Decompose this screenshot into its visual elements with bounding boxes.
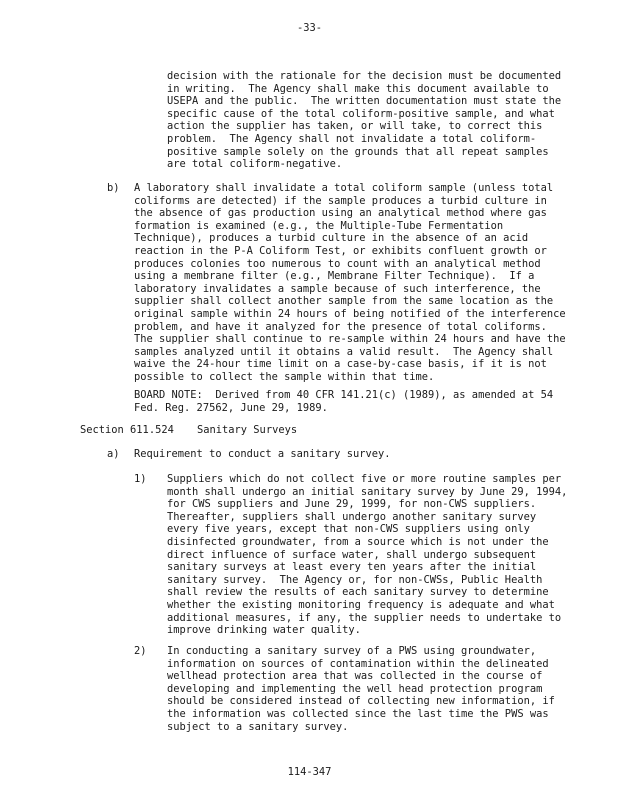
page-number: -33- [296, 22, 323, 34]
text-line: original sample within 24 hours of being notified of the interference [134, 307, 566, 320]
text-line: additional measures, if any, the supplier needs to undertake to [167, 611, 562, 624]
section-title: Sanitary Surveys [197, 424, 298, 436]
subsection-a-label: a) [107, 448, 120, 460]
text-line: the information was collected since the last time the PWS was [167, 707, 549, 720]
text-line: should be considered instead of collecting new information, if [167, 695, 555, 708]
text-line: positive sample solely on the grounds that all repeat samples [167, 145, 549, 158]
text-line: wellhead protection area that was collected in the course of [167, 670, 543, 683]
text-line: for CWS suppliers and June 29, 1999, for non-CWS suppliers. [167, 498, 537, 511]
text-line: The supplier shall continue to re-sample within 24 hours and have the [134, 333, 566, 346]
text-line: shall review the results of each sanitary survey to determine [167, 586, 549, 599]
page-footer: 114-347 [287, 766, 332, 778]
text-line: information on sources of contamination within the delineated [167, 657, 549, 670]
text-line: every five years, except that non-CWS suppliers using only [167, 523, 530, 536]
text-line: using a membrane filter (e.g., Membrane Filter Technique). If a [134, 270, 535, 283]
text-line: BOARD NOTE: Derived from 40 CFR 141.21(c) (1989), as amended at 54 [134, 389, 554, 401]
section-number: Section 611.524 [80, 424, 174, 436]
text-line: Fed. Reg. 27562, June 29, 1989. [134, 401, 328, 414]
text-line: samples analyzed until it obtains a valid result. The Agency shall [134, 345, 554, 358]
subsection-a-text: Requirement to conduct a sanitary survey. [134, 448, 391, 460]
item-2 [167, 645, 555, 733]
text-line: improve drinking water quality. [167, 624, 361, 637]
paragraph-b [134, 182, 566, 384]
paragraph-b-label: b) [107, 182, 120, 194]
text-line: A laboratory shall invalidate a total coliform sample (unless total [134, 182, 554, 194]
text-line: sanitary surveys at least every ten years after the initial [167, 561, 537, 574]
text-line: whether the existing monitoring frequency is adequate and what [167, 598, 555, 611]
item-1-label: 1) [134, 473, 147, 485]
text-line: are total coliform-negative. [167, 158, 343, 171]
board-note [134, 389, 553, 414]
text-line: problem. The Agency shall not invalidate a total coliform- [167, 132, 537, 145]
item-2-label: 2) [134, 645, 147, 657]
text-line: In conducting a sanitary survey of a PWS using groundwater, [167, 645, 537, 657]
text-line: coliforms are detected) if the sample produces a turbid culture in [134, 194, 547, 207]
text-line: action the supplier has taken, or will take, to correct this [167, 120, 543, 133]
text-line: possible to collect the sample within that time. [134, 370, 435, 383]
text-line: Thereafter, suppliers shall undergo another sanitary survey [167, 510, 537, 523]
text-line: Technique), produces a turbid culture in the absence of an acid [134, 232, 529, 245]
text-line: waive the 24-hour time limit on a case-by-case basis, if it is not [134, 358, 547, 371]
text-line: Suppliers which do not collect five or more routine samples per [167, 473, 562, 485]
text-line: subject to a sanitary survey. [167, 720, 349, 733]
text-line: problem, and have it analyzed for the presence of total coliforms. [134, 320, 547, 333]
text-line: the absence of gas production using an analytical method where gas [134, 207, 547, 220]
text-line: developing and implementing the well head protection program [167, 682, 543, 695]
text-line: supplier shall collect another sample from the same location as the [134, 295, 554, 308]
text-line: laboratory invalidates a sample because of such interference, the [134, 282, 541, 295]
text-line: decision with the rationale for the decision must be documented [167, 70, 562, 82]
text-line: specific cause of the total coliform-positive sample, and what [167, 107, 555, 120]
text-line: direct influence of surface water, shall undergo subsequent [167, 548, 537, 561]
item-1 [167, 473, 567, 637]
text-line: produces colonies too numerous to count with an analytical method [134, 257, 541, 270]
text-line: month shall undergo an initial sanitary survey by June 29, 1994, [167, 485, 568, 498]
text-line: in writing. The Agency shall make this document available to [167, 82, 549, 95]
text-line: USEPA and the public. The written documentation must state the [167, 95, 562, 108]
text-line: formation is examined (e.g., the Multiple-Tube Fermentation [134, 219, 504, 232]
text-line: disinfected groundwater, from a source which is not under the [167, 535, 549, 548]
text-line: reaction in the P-A Coliform Test, or exhibits confluent growth or [134, 244, 547, 257]
paragraph-a-continuation [167, 70, 561, 171]
text-line: sanitary survey. The Agency or, for non-CWSs, Public Health [167, 573, 543, 586]
